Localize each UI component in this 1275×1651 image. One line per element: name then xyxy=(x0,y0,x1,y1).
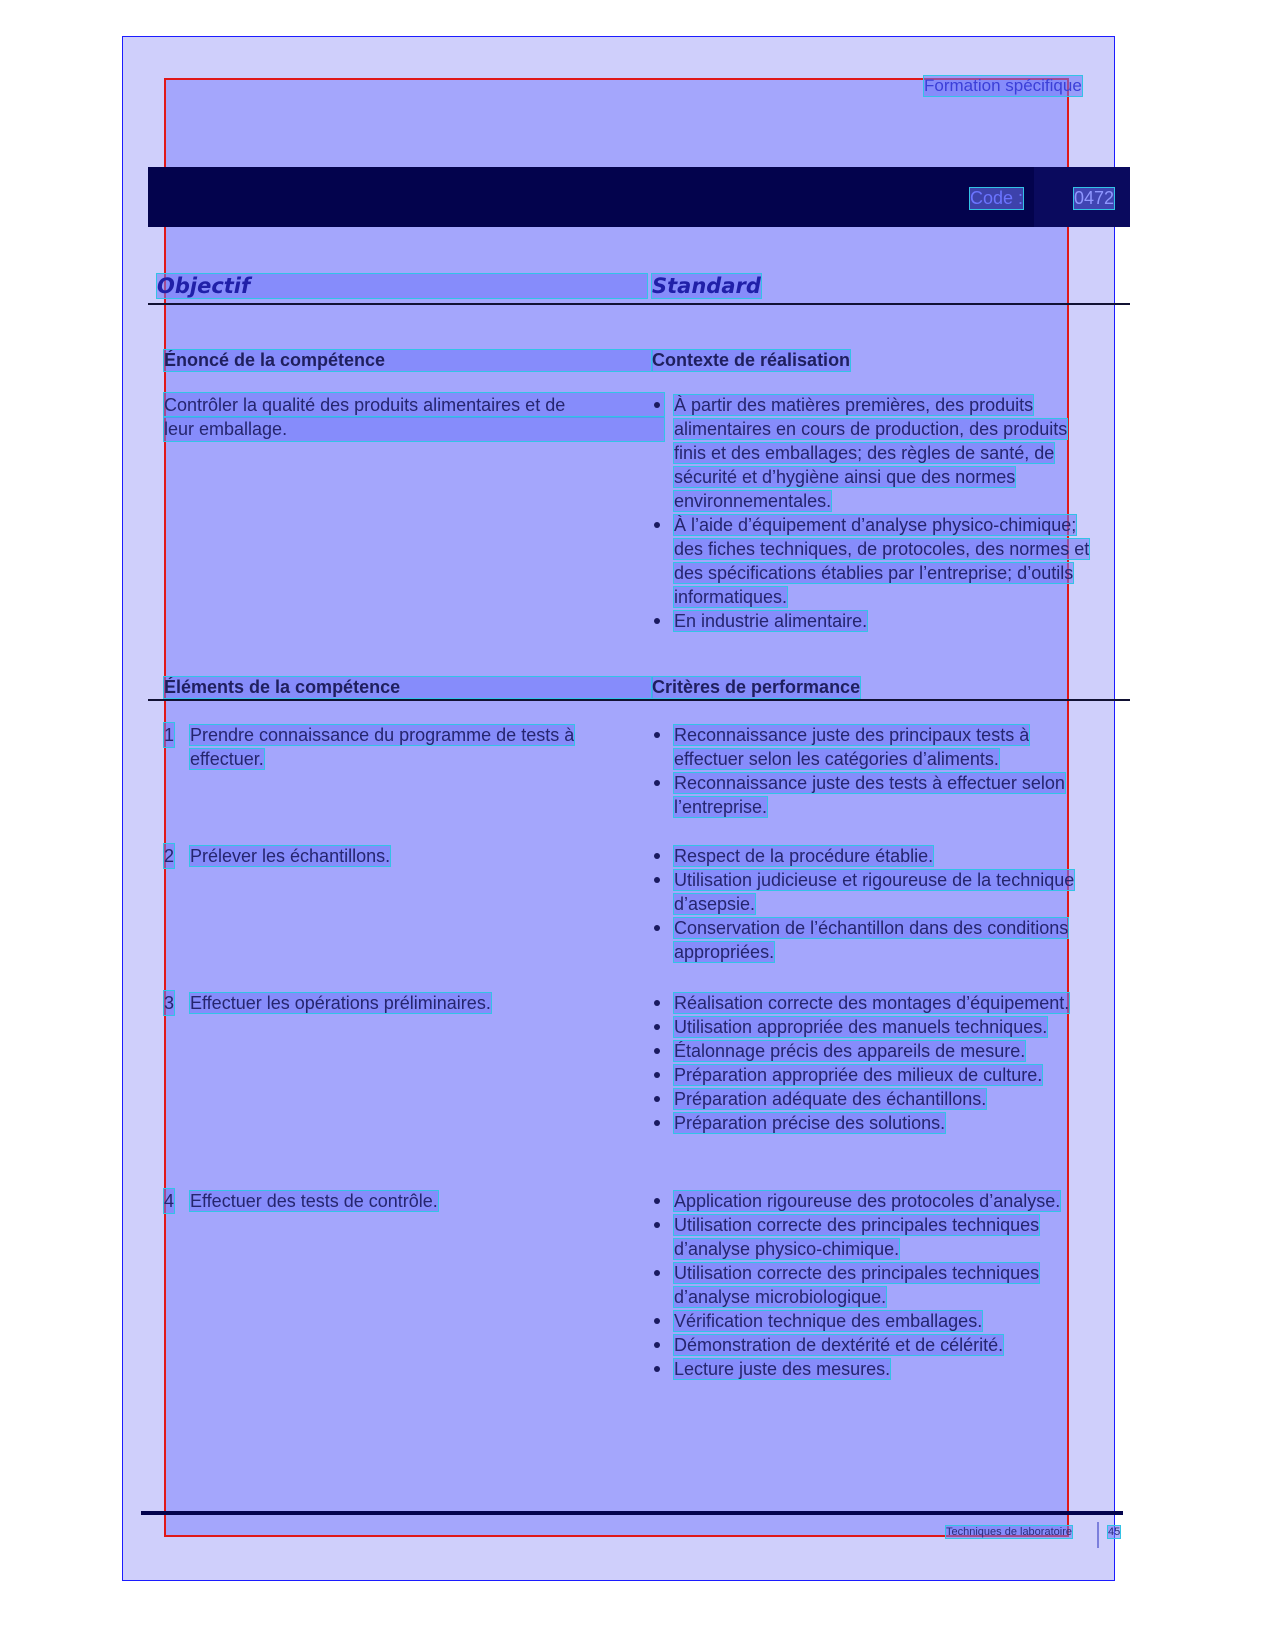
criteria-item: Étalonnage précis des appareils de mesure. xyxy=(652,1039,1094,1063)
element-number: 1 xyxy=(164,725,175,745)
code-label: Code : xyxy=(970,188,1024,208)
competence-heading: Énoncé de la compétence xyxy=(164,350,652,371)
context-list xyxy=(652,393,1094,633)
element-label: Effectuer des tests de contrôle. xyxy=(190,1191,438,1211)
element-number: 3 xyxy=(164,993,175,1013)
criteria-item: Démonstration de dextérité et de célérité. xyxy=(652,1333,1094,1357)
criteria-list-4 xyxy=(652,1189,1094,1381)
footer-rule xyxy=(141,1511,1123,1515)
footer-text: Techniques de laboratoire xyxy=(946,1526,1072,1538)
element-number: 2 xyxy=(164,846,175,866)
elements-heading: Éléments de la compétence xyxy=(164,677,652,698)
criteria-item: Utilisation correcte des principales techniques d’analyse microbiologique. xyxy=(652,1261,1094,1309)
criteria-list-3 xyxy=(652,991,1094,1135)
context-heading: Contexte de réalisation xyxy=(652,350,851,370)
standard-heading: Standard xyxy=(652,274,761,298)
criteria-list-1 xyxy=(652,723,1094,819)
header-rule xyxy=(148,303,1130,305)
criteria-item: Vérification technique des emballages. xyxy=(652,1309,1094,1333)
objectif-heading: Objectif xyxy=(157,274,647,298)
criteria-item: Reconnaissance juste des principaux tests à effectuer selon les catégories d’aliments. xyxy=(652,723,1094,771)
context-item: En industrie alimentaire. xyxy=(652,609,1094,633)
criteria-item: Application rigoureuse des protocoles d’analyse. xyxy=(652,1189,1094,1213)
context-item: À l’aide d’équipement d’analyse physico-chimique; des fiches techniques, de protocoles, des normes et des spécifications établies par l’entreprise; d’outils informatiques. xyxy=(652,513,1094,609)
element-label: Effectuer les opérations préliminaires. xyxy=(190,993,491,1013)
element-label: Prendre connaissance du programme de tests à effectuer. xyxy=(190,725,575,769)
criteria-item: Lecture juste des mesures. xyxy=(652,1357,1094,1381)
elements-rule xyxy=(148,699,1130,701)
section-label: Formation spécifique xyxy=(924,76,1082,95)
criteria-item: Préparation appropriée des milieux de culture. xyxy=(652,1063,1094,1087)
criteria-item: Utilisation judicieuse et rigoureuse de la technique d’asepsie. xyxy=(652,868,1094,916)
criteria-item: Préparation précise des solutions. xyxy=(652,1111,1094,1135)
criteria-heading: Critères de performance xyxy=(652,677,861,697)
competence-text-line-2: leur emballage. xyxy=(164,417,664,441)
criteria-item: Respect de la procédure établie. xyxy=(652,844,1094,868)
competence-text-line-1: Contrôler la qualité des produits alimentaires et de xyxy=(164,393,664,417)
context-item: À partir des matières premières, des produits alimentaires en cours de production, des produits finis et des emballages; des règles de santé, de sécurité et d’hygiène ainsi que des normes environnementales. xyxy=(652,393,1094,513)
element-label: Prélever les échantillons. xyxy=(190,846,391,866)
code-value: 0472 xyxy=(1074,188,1115,208)
criteria-list-2 xyxy=(652,844,1094,964)
footer-divider xyxy=(1097,1522,1099,1548)
element-number: 4 xyxy=(164,1191,175,1211)
criteria-item: Reconnaissance juste des tests à effectuer selon l’entreprise. xyxy=(652,771,1094,819)
criteria-item: Conservation de l’échantillon dans des conditions appropriées. xyxy=(652,916,1094,964)
criteria-item: Utilisation correcte des principales techniques d’analyse physico-chimique. xyxy=(652,1213,1094,1261)
criteria-item: Préparation adéquate des échantillons. xyxy=(652,1087,1094,1111)
page-number: 45 xyxy=(1108,1526,1121,1538)
criteria-item: Utilisation appropriée des manuels techniques. xyxy=(652,1015,1094,1039)
criteria-item: Réalisation correcte des montages d’équipement. xyxy=(652,991,1094,1015)
